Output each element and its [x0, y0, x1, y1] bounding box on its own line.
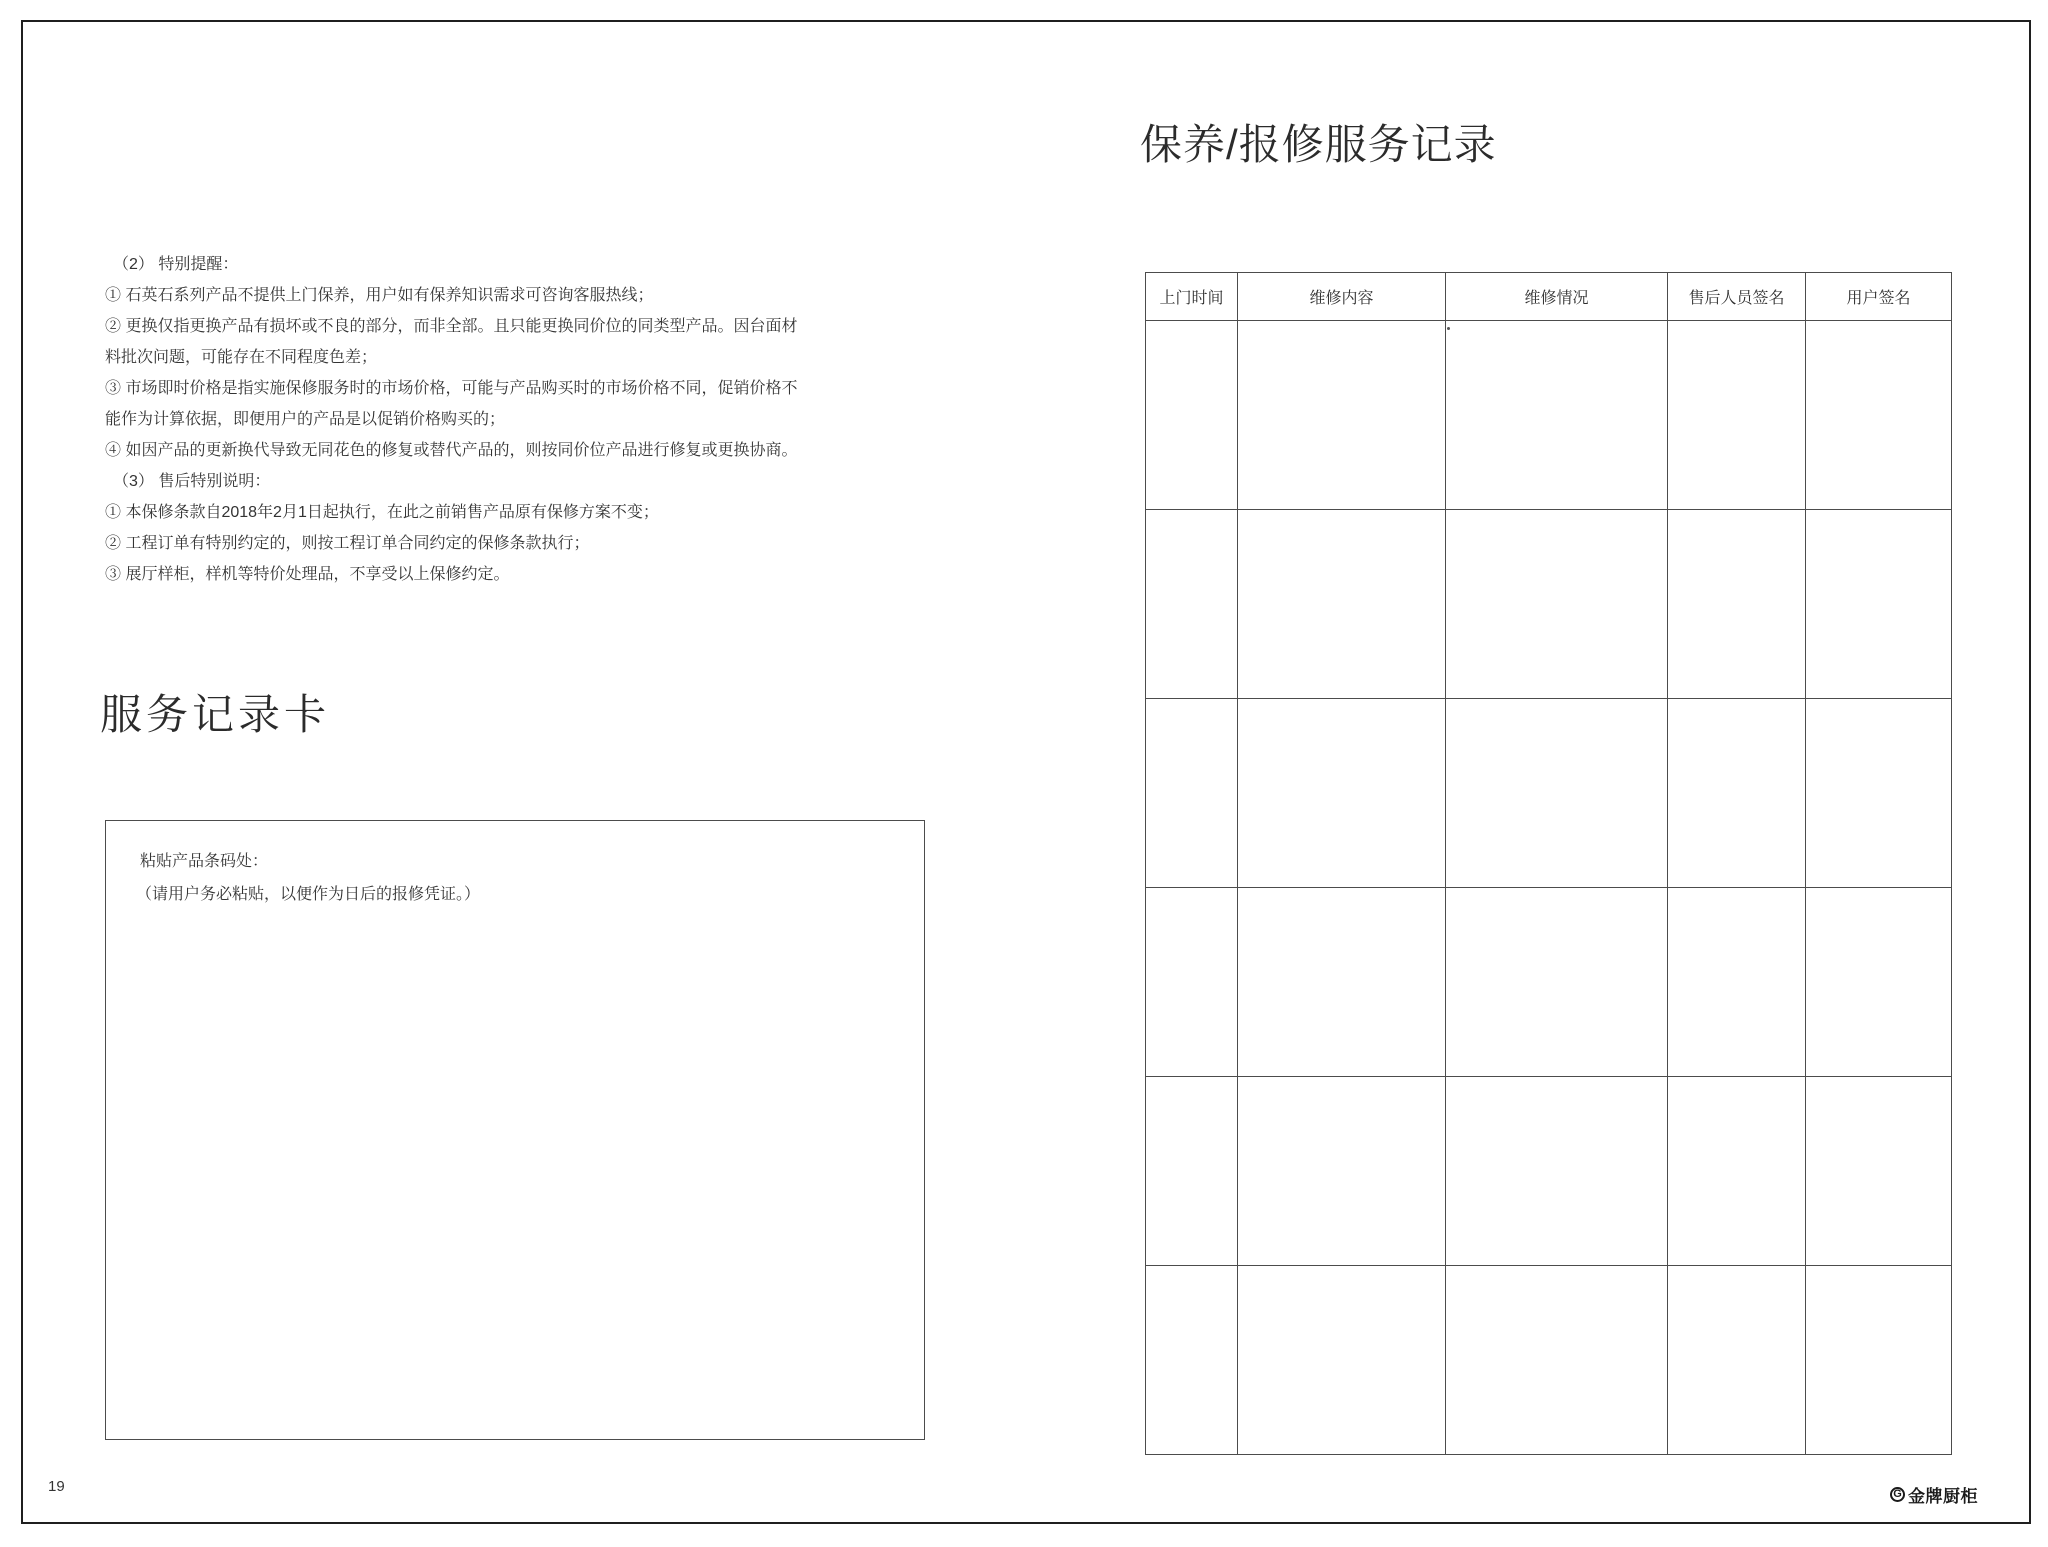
barcode-box-note: （请用户务必粘贴，以便作为日后的报修凭证。）: [136, 886, 481, 903]
maintenance-record-title: 保养/报修服务记录: [1140, 121, 1497, 168]
empty-cell: [1806, 1077, 1952, 1266]
table-header-row: [1146, 273, 1952, 321]
empty-cell: [1146, 888, 1238, 1077]
empty-cell: [1238, 1077, 1446, 1266]
notice-heading: （2） 特别提醒：: [113, 256, 239, 273]
table-row: [1146, 510, 1952, 699]
aftersales-item-2: ② 工程订单有特别约定的，则按工程订单合同约定的保修条款执行；: [105, 535, 590, 552]
empty-cell: [1146, 510, 1238, 699]
empty-cell: [1806, 1266, 1952, 1455]
empty-cell: [1668, 1266, 1806, 1455]
empty-cell: [1668, 1077, 1806, 1266]
col-header-repair-status: 维修情况: [1446, 273, 1668, 321]
empty-cell: [1446, 888, 1668, 1077]
table-row: [1146, 888, 1952, 1077]
empty-cell: [1668, 321, 1806, 510]
service-record-card-title: 服务记录卡: [100, 691, 331, 738]
brand-g-icon: G: [1890, 1487, 1905, 1502]
brand-logo: [1890, 1482, 1978, 1507]
table-row: [1146, 1077, 1952, 1266]
table-body: [1146, 321, 1952, 1455]
notice-item-4: ④ 如因产品的更新换代导致无同花色的修复或替代产品的，则按同价位产品进行修复或更换协商。: [105, 442, 798, 459]
warranty-notes-block: [105, 249, 810, 590]
notice-item-1: ① 石英石系列产品不提供上门保养，用户如有保养知识需求可咨询客服热线；: [105, 287, 654, 304]
empty-cell: [1668, 888, 1806, 1077]
empty-cell: [1446, 1077, 1668, 1266]
empty-cell: [1146, 1077, 1238, 1266]
brand-name: 金牌厨柜: [1908, 1487, 1978, 1506]
table-row: [1146, 699, 1952, 888]
barcode-box-label: 粘贴产品条码处：: [140, 853, 269, 870]
table-row: [1146, 1266, 1952, 1455]
empty-cell: [1446, 1266, 1668, 1455]
empty-cell: [1446, 699, 1668, 888]
empty-cell: [1446, 510, 1668, 699]
empty-cell: [1146, 321, 1238, 510]
col-header-repair-content: 维修内容: [1238, 273, 1446, 321]
empty-cell: [1446, 321, 1668, 510]
empty-cell: [1806, 321, 1952, 510]
service-record-table: [1145, 272, 1952, 1455]
empty-cell: [1668, 510, 1806, 699]
notice-item-2: ② 更换仅指更换产品有损坏或不良的部分，而非全部。且只能更换同价位的同类型产品。因台面材料批次问题，可能存在不同程度色差；: [105, 318, 798, 366]
empty-cell: [1146, 699, 1238, 888]
empty-cell: [1238, 888, 1446, 1077]
col-header-staff-signature: 售后人员签名: [1668, 273, 1806, 321]
empty-cell: [1238, 1266, 1446, 1455]
empty-cell: [1806, 699, 1952, 888]
aftersales-item-3: ③ 展厅样柜，样机等特价处理品，不享受以上保修约定。: [105, 566, 510, 583]
empty-cell: [1146, 1266, 1238, 1455]
table-row: [1146, 321, 1952, 510]
notice-item-3: ③ 市场即时价格是指实施保修服务时的市场价格，可能与产品购买时的市场价格不同，促销价格不能作为计算依据，即便用户的产品是以促销价格购买的；: [105, 380, 798, 428]
empty-cell: [1668, 699, 1806, 888]
stray-print-mark: [1447, 327, 1450, 330]
empty-cell: [1806, 888, 1952, 1077]
aftersales-item-1: ① 本保修条款自2018年2月1日起执行，在此之前销售产品原有保修方案不变；: [105, 504, 659, 521]
aftersales-heading: （3） 售后特别说明：: [113, 473, 271, 490]
page-number: 19: [48, 1478, 65, 1495]
empty-cell: [1238, 321, 1446, 510]
barcode-sticker-box: [105, 820, 925, 1440]
empty-cell: [1238, 510, 1446, 699]
empty-cell: [1806, 510, 1952, 699]
col-header-user-signature: 用户签名: [1806, 273, 1952, 321]
empty-cell: [1238, 699, 1446, 888]
col-header-visit-time: 上门时间: [1146, 273, 1238, 321]
